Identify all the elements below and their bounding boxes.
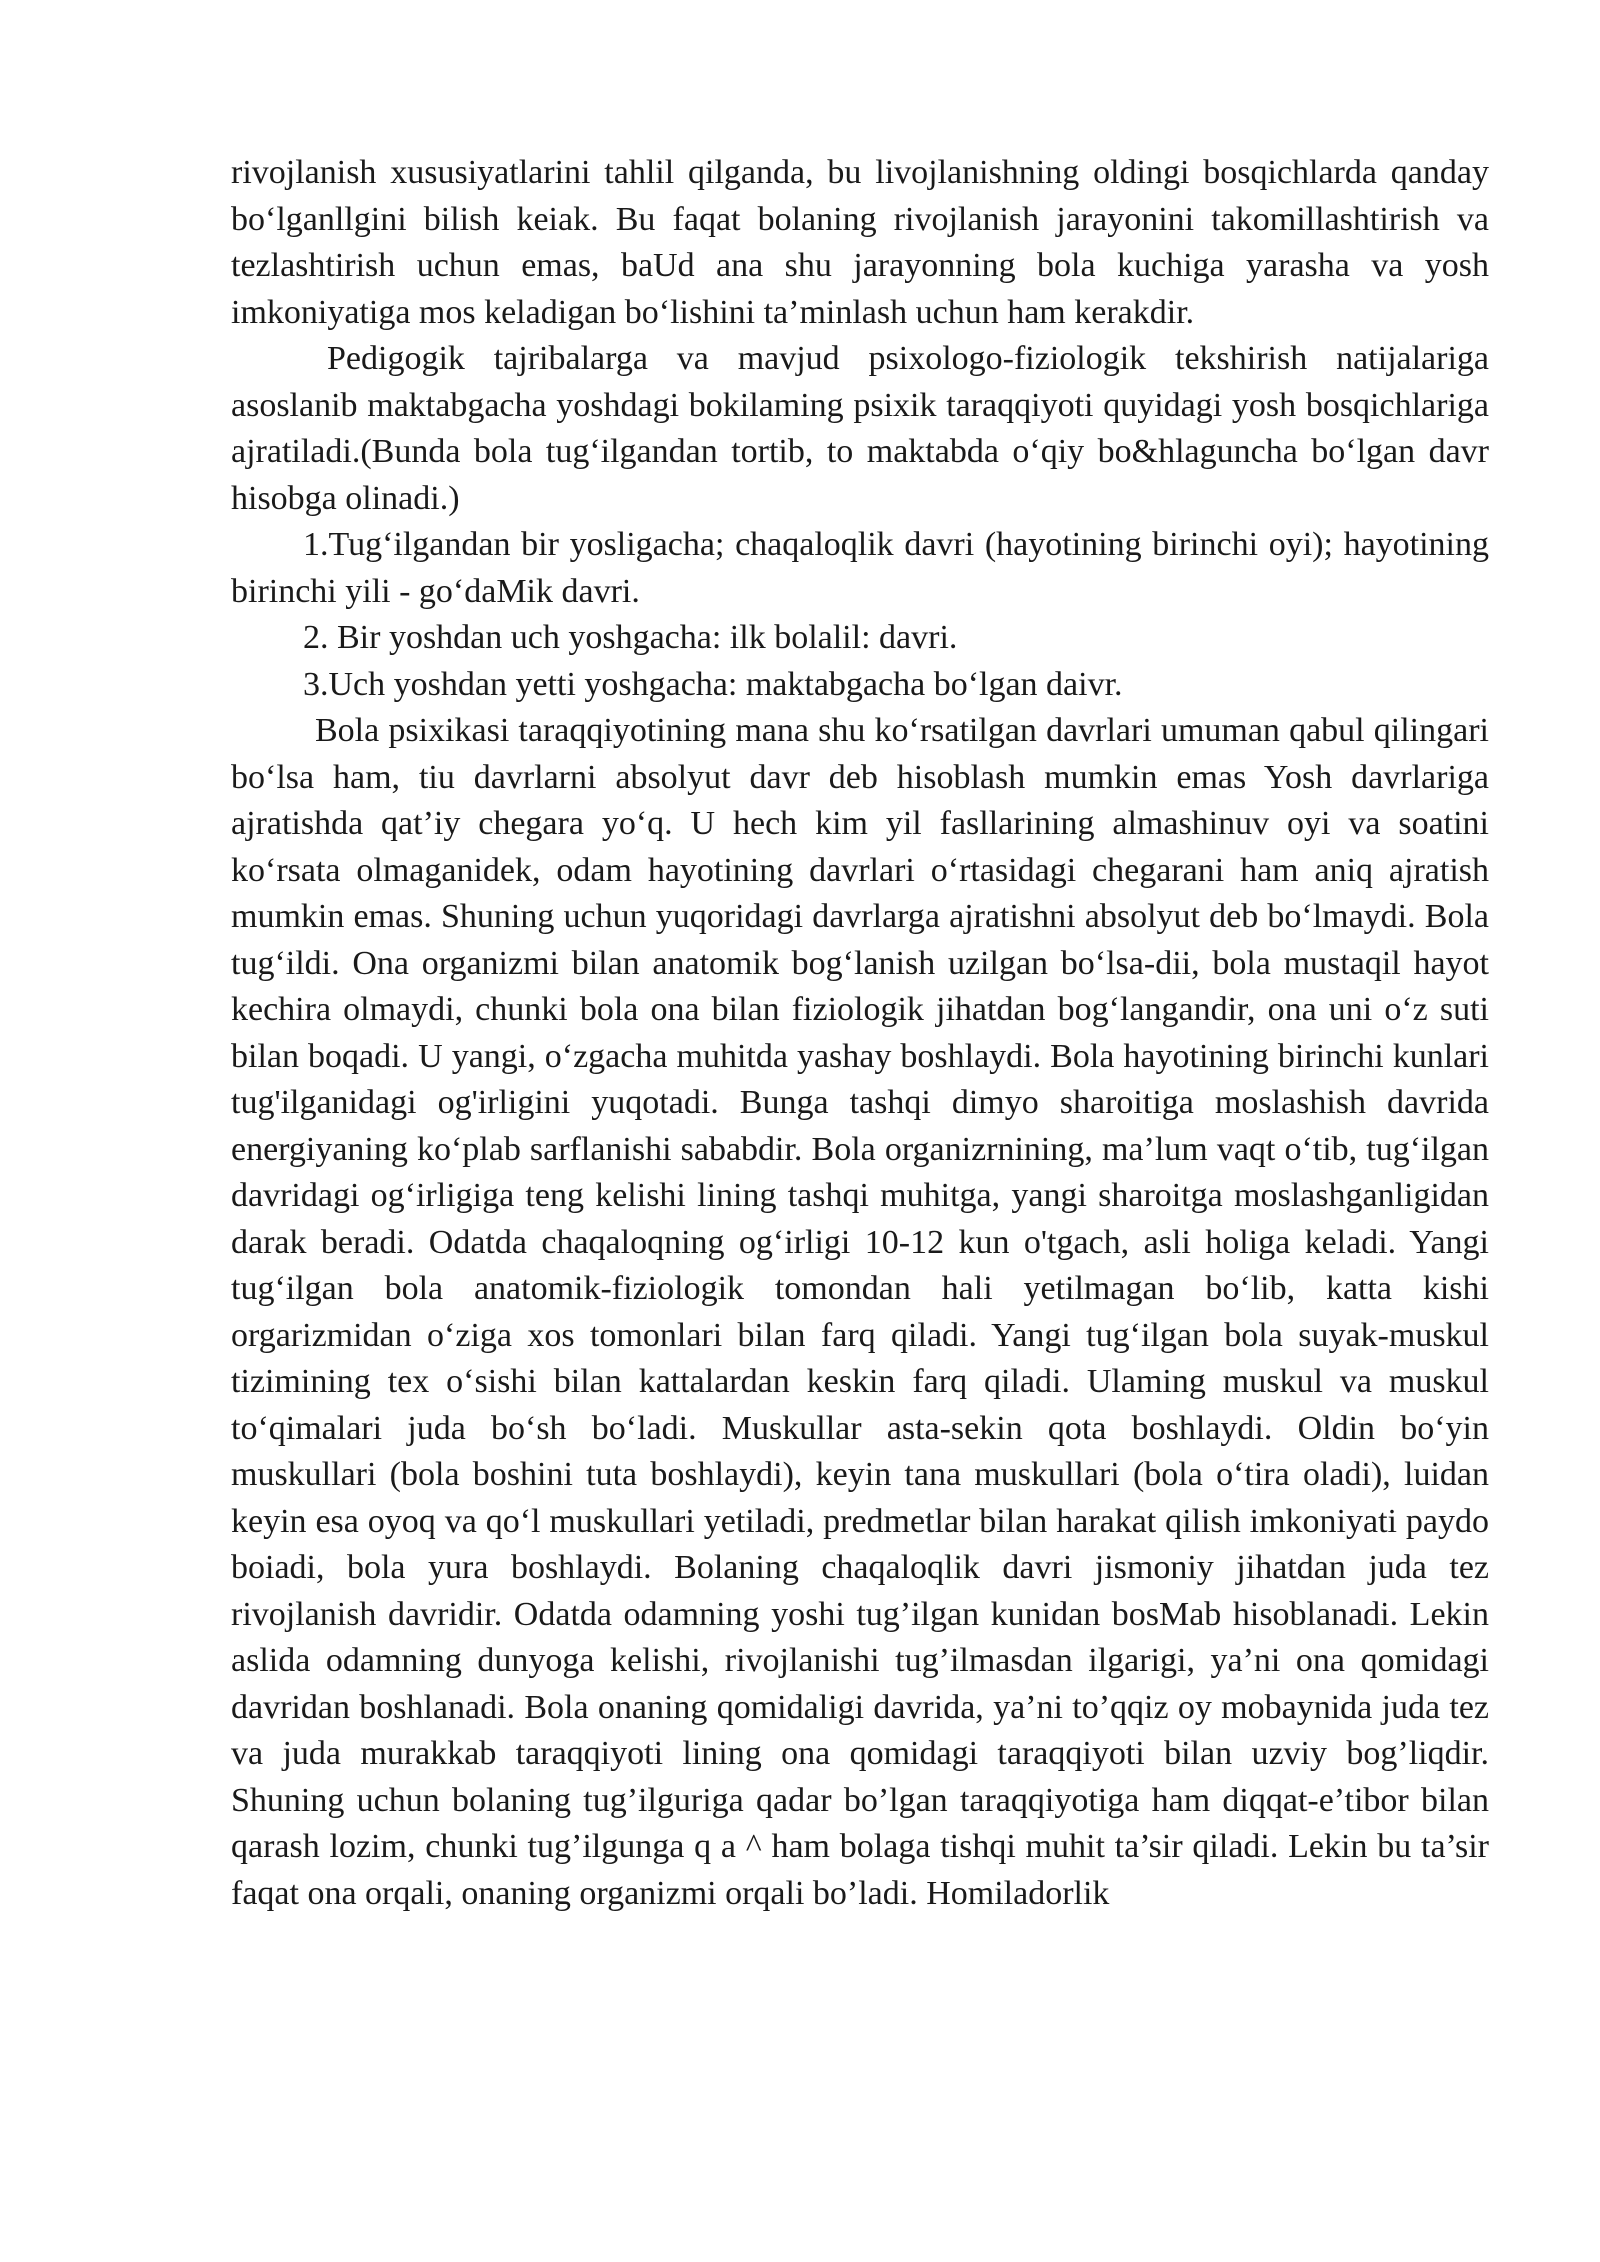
document-body [231,150,1489,1917]
list-item-stage-3: 3.Uch yoshdan yetti yoshgacha: maktabgacha bo‘lgan daivr. [303,665,1123,703]
paragraph-age-stages-intro: Pedigogik tajribalarga va mavjud psixologo-fiziologik tekshirish natijalariga asoslanib maktabgacha yoshdagi bokilaming psixik taraqqiyoti quyidagi yosh bosqichlariga ajratiladi.(Bunda bola tug‘ilgandan tortib, to maktabda o‘qiy bo&hlaguncha bo‘lgan davr hisobga olinadi.) [231,340,1489,517]
list-item-stage-1: 1.Tug‘ilgandan bir yosligacha; chaqaloqlik davri (hayotining birinchi oyi); hayotining birinchi yili - go‘daMik davri. [231,526,1489,610]
paragraph-main-body: Bola psixikasi taraqqiyotining mana shu ko‘rsatilgan davrlari umuman qabul qilingari bo‘lsa ham, tiu davrlarni absolyut davr deb hisoblash mumkin emas Yosh davrlariga ajratishda qat’iy chegara yo‘q. U hech kim yil fasllarining almashinuv oyi va soatini ko‘rsata olmaganidek, odam hayotining davrlari o‘rtasidagi chegarani ham aniq ajratish mumkin emas. Shuning uchun yuqoridagi davrlarga ajratishni absolyut deb bo‘lmaydi. Bola tug‘ildi. Ona organizmi bilan anatomik bog‘lanish uzilgan bo‘lsa-dii, bola mustaqil hayot kechira olmaydi, chunki bola ona bilan fiziologik jihatdan bog‘langandir, ona uni o‘z suti bilan boqadi. U yangi, o‘zgacha muhitda yashay boshlaydi. Bola hayotining birinchi kunlari tug'ilganidagi og'irligini yuqotadi. Bunga tashqi dimyo sharoitiga moslashish davrida energiyaning ko‘plab sarflanishi sababdir. Bola organizrnining, ma’lum vaqt o‘tib, tug‘ilgan davridagi og‘irligiga teng kelishi lining tashqi muhitga, yangi sharoitga moslashganligidan darak beradi. Odatda chaqaloqning og‘irligi 10-12 kun o'tgach, asli holiga keladi. Yangi tug‘ilgan bola anatomik-fiziologik tomondan hali yetilmagan bo‘lib, katta kishi orgarizmidan o‘ziga xos tomonlari bilan farq qiladi. Yangi tug‘ilgan bola suyak-muskul tizimining tex o‘sishi bilan kattalardan keskin farq qiladi. Ulaming muskul va muskul to‘qimalari juda bo‘sh bo‘ladi. Muskullar asta-sekin qota boshlaydi. Oldin bo‘yin muskullari (bola boshini tuta boshlaydi), keyin tana muskullari (bola o‘tira oladi), luidan keyin esa oyoq va qo‘l muskullari yetiladi, predmetlar bilan harakat qilish imkoniyati paydo boiadi, bola yura boshlaydi. Bolaning chaqaloqlik davri jismoniy jihatdan juda tez rivojlanish davridir. Odatda odamning yoshi tug’ilgan kunidan bosMab hisoblanadi. Lekin aslida odamning dunyoga kelishi, rivojlanishi tug’ilmasdan ilgarigi, ya’ni ona qomidagi davridan boshlanadi. Bola onaning qomidaligi davrida, ya’ni to’qqiz oy mobaynida juda tez va juda murakkab taraqqiyoti lining ona qomidagi taraqqiyoti bilan uzviy bog’liqdir. Shuning uchun bolaning tug’ilguriga qadar bo’lgan taraqqiyotiga ham diqqat-e’tibor bilan qarash lozim, chunki tug’ilgunga q a ^ ham bolaga tishqi muhit ta’sir qiladi. Lekin bu ta’sir faqat ona orqali, onaning organizmi orqali bo’ladi. Homiladorlik [231,712,1489,1912]
list-item-stage-2: 2. Bir yoshdan uch yoshgacha: ilk bolalil: davri. [303,619,958,656]
paragraph-continuation: rivojlanish xususiyatlarini tahlil qilganda, bu livojlanishning oldingi bosqichlarda qanday bo‘lganllgini bilish keiak. Bu faqat bolaning rivojlanish jarayonini takomillashtirish va tezlashtirish uchun emas, baUd ana shu jarayonning bola kuchiga yarasha va yosh imkoniyatiga mos keladigan bo‘lishini ta’minlash uchun ham kerakdir. [231,154,1489,331]
